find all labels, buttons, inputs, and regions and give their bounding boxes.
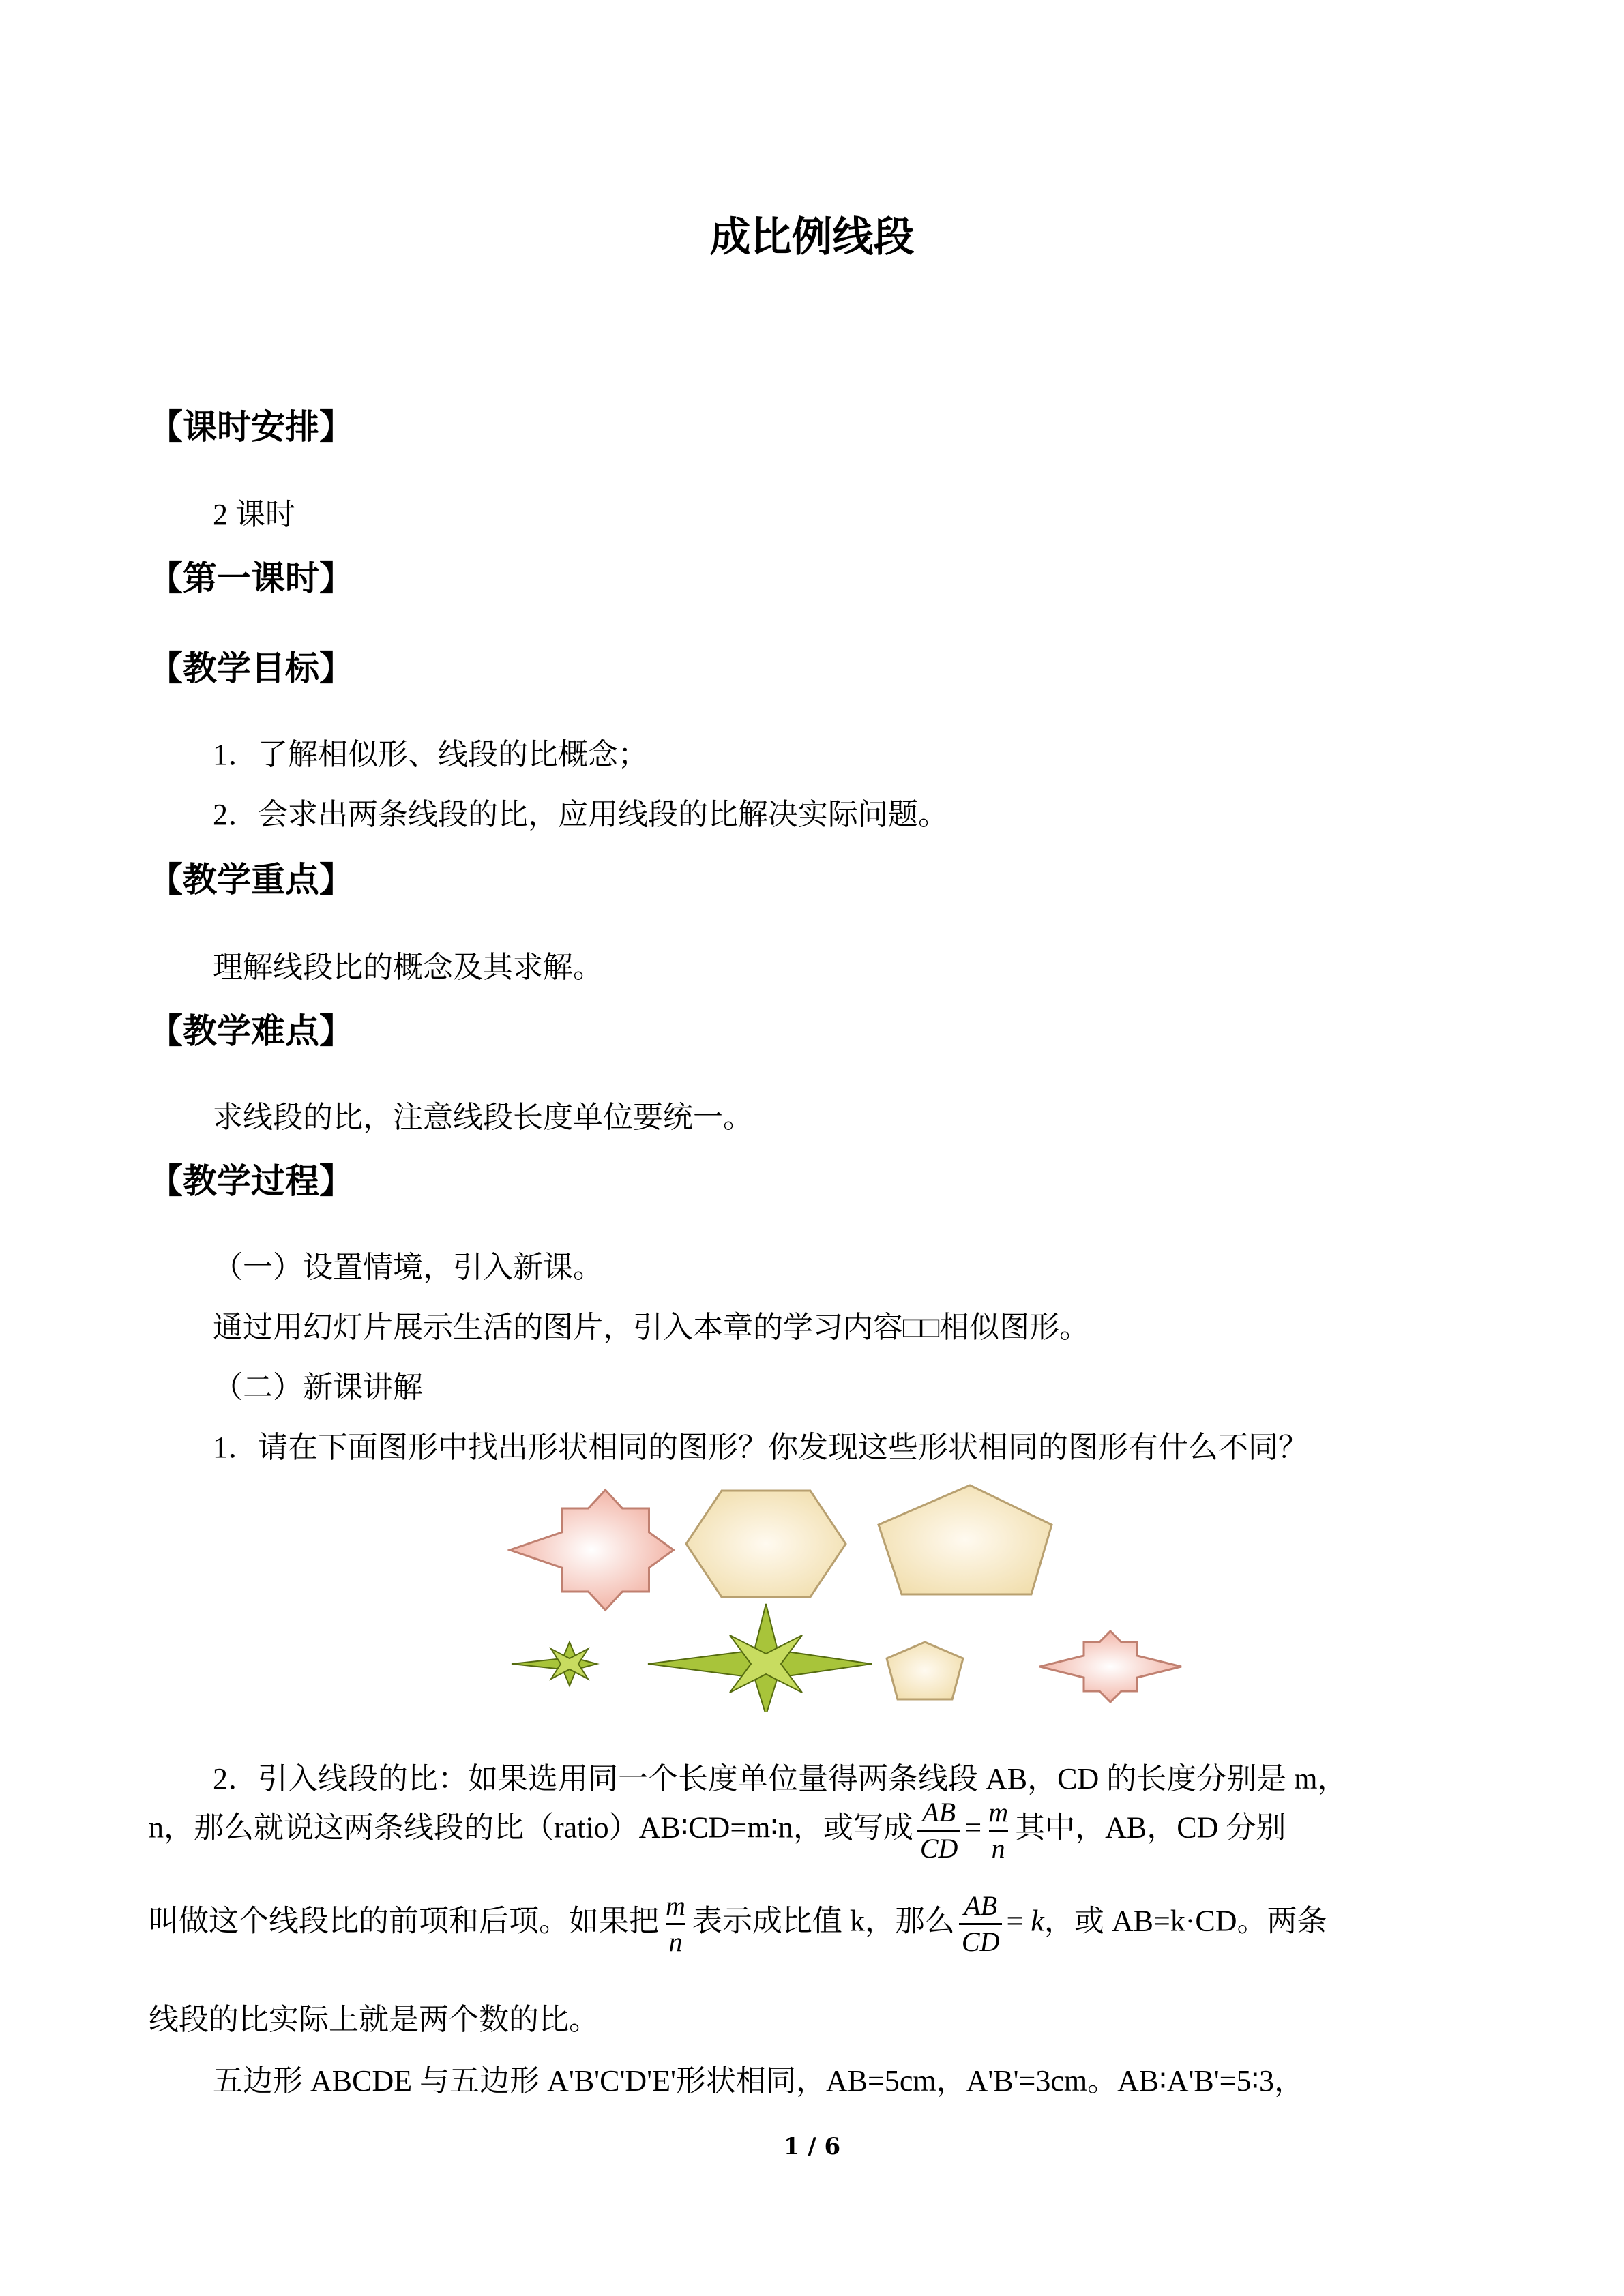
frac-denominator-n: n [989, 1830, 1008, 1864]
frac-numerator-ab-2: AB [964, 1890, 998, 1921]
hexagon-shape [686, 1491, 846, 1597]
frac-denominator-cd: CD [917, 1830, 961, 1864]
pentagon-large [879, 1485, 1052, 1594]
eight-point-star-small [1039, 1631, 1181, 1702]
equals-sign: = [964, 1810, 982, 1845]
frac-numerator-ab: AB [922, 1797, 956, 1828]
frac-numerator-m: m [988, 1797, 1009, 1828]
ratio-line3-text-pre: 叫做这个线段比的前项和后项。如果把 [149, 1904, 659, 1938]
compass-star-small [512, 1642, 597, 1686]
question-1: 1．请在下面图形中找出形状相同的图形？你发现这些形状相同的图形有什么不同？ [213, 1431, 1308, 1464]
heading-schedule: 【课时安排】 [149, 407, 353, 447]
ratio-line2-text-post: 其中，AB，CD 分别 [1015, 1810, 1286, 1845]
frac-numerator-m-2: m [666, 1890, 685, 1921]
frac-denominator-cd-2: CD [959, 1923, 1003, 1958]
ratio-value-k: k [1031, 1904, 1044, 1938]
ratio-intro-line4: 线段的比实际上就是两个数的比。 [149, 2003, 599, 2036]
process-para-intro: 通过用幻灯片展示生活的图片，引入本章的学习内容□□相似图形。 [213, 1311, 1090, 1344]
heading-process: 【教学过程】 [149, 1161, 353, 1201]
ratio-line3-text-post: ，或 AB=k·CD。两条 [1044, 1904, 1327, 1938]
pentagon-small [887, 1642, 963, 1699]
process-step-1: （一）设置情境，引入新课。 [213, 1251, 603, 1284]
ratio-intro-line3 [149, 1890, 1327, 1958]
process-step-2: （二）新课讲解 [213, 1371, 423, 1404]
heading-difficulties: 【教学难点】 [149, 1011, 353, 1051]
page-number: 1 / 6 [783, 2133, 841, 2160]
frac-denominator-n-2: n [666, 1923, 685, 1958]
ratio-intro-line2 [149, 1797, 1286, 1864]
fraction-ab-cd [917, 1797, 961, 1864]
goal-1: 1．了解相似形、线段的比概念； [213, 738, 648, 771]
heading-goals: 【教学目标】 [149, 648, 353, 688]
schedule-text: 2 课时 [213, 498, 295, 531]
equals-sign-2: = [1006, 1904, 1024, 1938]
compass-star-large [648, 1604, 872, 1712]
shapes-figure [505, 1480, 1194, 1712]
ratio-intro-line1: 2．引入线段的比：如果选用同一个长度单位量得两条线段 AB，CD 的长度分别是 m， [213, 1762, 1348, 1795]
heading-first-lesson: 【第一课时】 [149, 558, 353, 598]
heading-key-points: 【教学重点】 [149, 860, 353, 899]
eight-point-star-large [510, 1490, 674, 1610]
key-points-text: 理解线段比的概念及其求解。 [213, 951, 603, 984]
page-title: 成比例线段 [709, 213, 915, 261]
fraction-m-n-2 [663, 1890, 688, 1958]
pentagon-example: 五边形 ABCDE 与五边形 A'B'C'D'E'形状相同，AB=5cm，A'B'=3cm。AB∶A'B'=5∶3， [213, 2064, 1304, 2098]
ratio-line2-text-pre: n，那么就说这两条线段的比（ratio）AB∶CD=m∶n，或写成 [149, 1810, 913, 1845]
fraction-ab-cd-2 [959, 1890, 1003, 1958]
difficulties-text: 求线段的比，注意线段长度单位要统一。 [213, 1101, 753, 1134]
goal-2: 2．会求出两条线段的比，应用线段的比解决实际问题。 [213, 798, 948, 831]
ratio-line3-text-mid: 表示成比值 k，那么 [692, 1904, 955, 1938]
fraction-m-n [986, 1797, 1011, 1864]
